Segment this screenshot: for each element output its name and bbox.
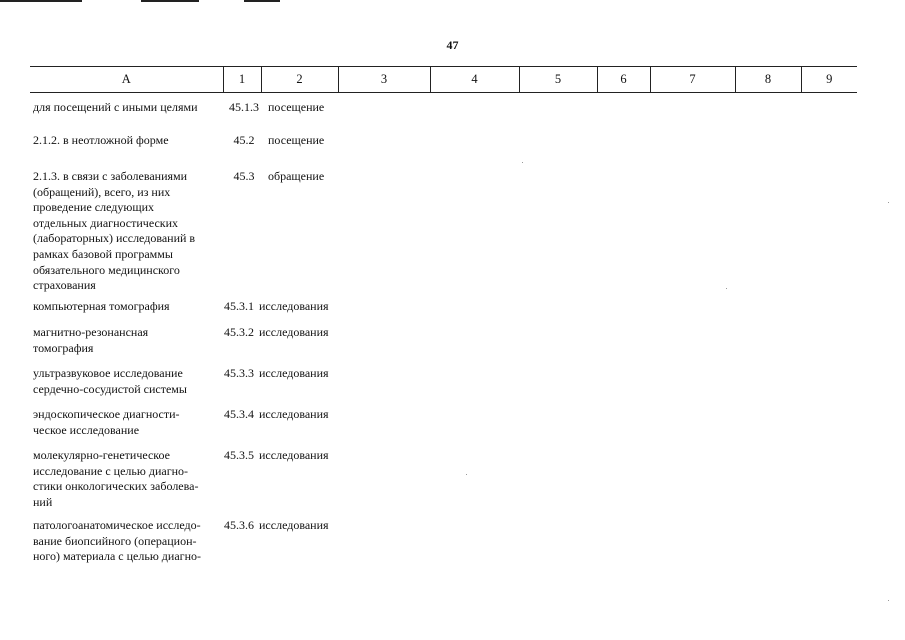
row-code: 45.2 [233,133,255,147]
column-header-a: А [30,67,223,93]
row-code: 45.3.5 [224,448,254,462]
scan-speck [522,162,523,163]
row-unit: исследования [259,448,329,462]
row-code: 45.3 [233,169,255,183]
scan-speck [888,202,889,203]
row-unit: обращение [268,169,325,183]
row-unit: исследования [259,518,329,532]
row-code: 45.3.4 [224,407,254,421]
row-description: ультразвуковое исследование сердечно-сосудистой системы [33,366,187,396]
top-rule [141,0,199,2]
column-header-1: 1 [223,67,261,93]
column-header-8: 8 [735,67,801,93]
row-unit: исследования [259,407,329,421]
row-description: для посещений с иными целями [33,100,198,114]
table-header [30,66,857,93]
row-unit: посещение [268,133,325,147]
row-unit: посещение [268,100,325,114]
row-code: 45.3.1 [224,299,254,313]
column-header-6: 6 [597,67,650,93]
scan-speck [888,600,889,601]
row-description: молекулярно-генетическое исследование с целью диагно- стики онкологических заболева- ний [33,448,199,509]
row-description: 2.1.2. в неотложной форме [33,133,169,147]
row-description: эндоскопическое диагности- ческое исследование [33,407,180,437]
row-description: компьютерная томография [33,299,170,313]
scan-speck [466,474,467,475]
top-rule [244,0,280,2]
row-unit: исследования [259,366,329,380]
row-description: магнитно-резонансная томография [33,325,149,355]
scan-speck [726,288,727,289]
column-header-9: 9 [801,67,857,93]
page-number: 47 [446,38,459,52]
column-header-2: 2 [261,67,338,93]
column-header-5: 5 [519,67,597,93]
row-unit: исследования [259,325,329,339]
row-code: 45.3.6 [224,518,254,532]
row-code: 45.3.3 [224,366,254,380]
row-code: 45.3.2 [224,325,254,339]
row-description: патологоанатомическое исследо- вание биопсийного (операцион- ного) материала с целью диагно- [33,518,201,564]
row-description: 2.1.3. в связи с заболеваниями (обращений), всего, из них проведение следующих отдельных диагностических (лабораторных) исследований в рамках базовой программы обязательного медицинского страхования [33,169,196,293]
header-row [30,67,857,93]
row-unit: исследования [259,299,329,313]
column-header-7: 7 [650,67,735,93]
top-rule [0,0,82,2]
row-code: 45.1.3 [229,100,259,114]
column-header-4: 4 [430,67,519,93]
column-header-3: 3 [338,67,430,93]
